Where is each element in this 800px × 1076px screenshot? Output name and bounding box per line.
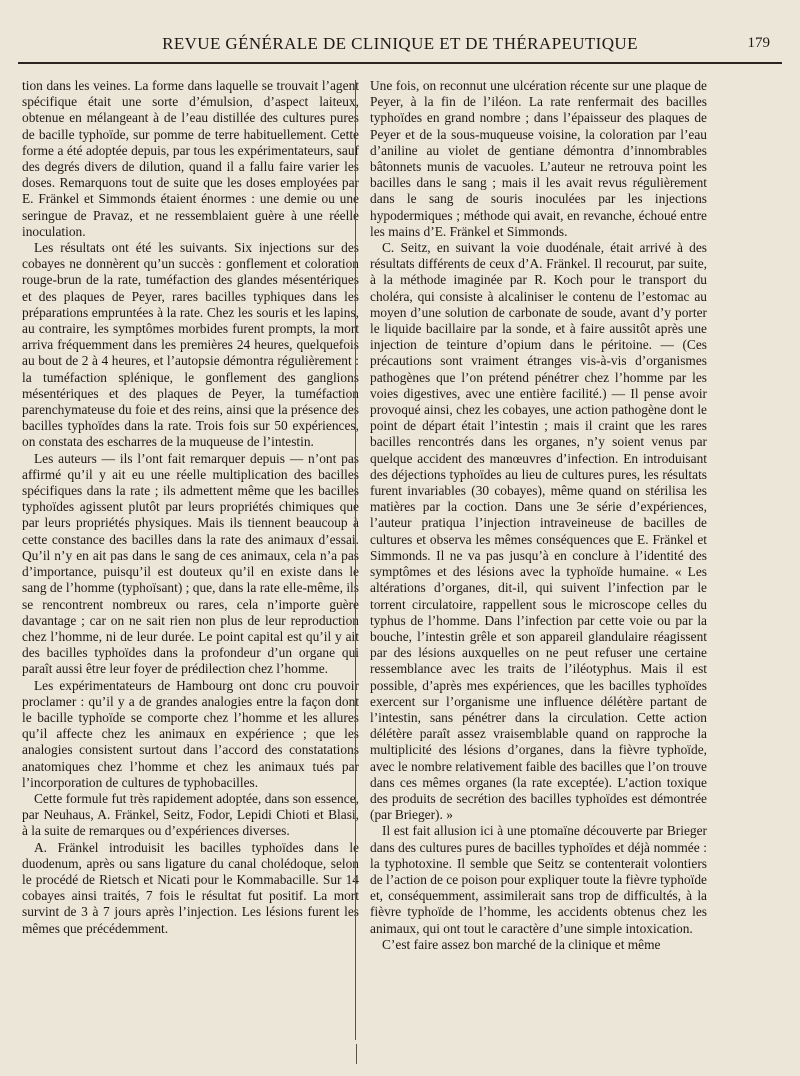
page-header <box>18 30 782 66</box>
page-number: 179 <box>747 35 770 51</box>
bottom-rule-mark <box>356 1044 357 1064</box>
paragraph: Cette formule fut très rapidement adoptée, dans son essence, par Neuhaus, A. Fränkel, Seitz, Fodor, Lepidi Chioti et Blasi, à la suite de remarques ou d’expériences diverses. <box>22 790 359 839</box>
paragraph: Une fois, on reconnut une ulcération récente sur une plaque de Peyer, à la fin de l’iléon. La rate renfermait des bacilles typhoïdes en grand nombre ; dans l’épaisseur des plaques de Peyer et de la sous-muqueuse voisine, la coloration par l’eau d’aniline au violet de gentiane démontra d’innombrables bâtonnets munis de vacuoles. L’auteur ne retrouva point les bacilles dans le sang ; mais il les avait revus régulièrement dans le sang de souris inoculées par les injections hypodermiques ; méthode qui avait, en revanche, échoué entre les mains d’E. Fränkel et Simmonds. <box>370 78 707 239</box>
paragraph: Les expérimentateurs de Hambourg ont donc cru pouvoir proclamer : qu’il y a de grandes analogies entre la façon dont le bacille typhoïde se comporte chez l’homme et les allures qu’il affecte chez les animaux en expérience ; que les analogies consistent surtout dans l’accord des constatations anatomiques chez l’homme et chez les animaux tués par l’incorporation de cultures de typhobacilles. <box>22 677 359 790</box>
paragraph: C. Seitz, en suivant la voie duodénale, était arrivé à des résultats différents de ceux d’A. Fränkel. Il recourut, par suite, à la méthode imaginée par R. Koch pour le transport du choléra, qui consiste à alcaliniser le contenu de l’estomac au moyen d’une solution de carbonate de soude, avant d’y porter le liquide bacillaire par la sonde, et à faire aussitôt après une injection de teinture d’opium dans le péritoine. — (Ces précautions sont vraiment étranges vis-à-vis d’organismes pathogènes que l’on prétend pénétrer chez l’homme par les voies digestives, avec une entière facilité.) — Il pense avoir provoqué ainsi, chez les cobayes, une action pathogène dont le point de départ était l’intestin ; mais il craint que les rares bacilles rencontrés dans les organes, n’y soient venus par quelque accident des manœuvres d’infection. En introduisant des déjections typhoïdes au lieu de cultures pures, les résultats furent invariables (30 cobayes), même quand on stérilisa les matières par la coction. Dans une 3e série d’expériences, l’auteur pratiqua l’injection intraveineuse de bacilles de cultures et observa les mêmes conséquences que E. Fränkel et Simmonds. Il ne va pas jusqu’à en conclure à l’identité des symptômes et des lésions avec la typhoïde humaine. « Les altérations d’organes, dit-il, qui suivent l’infection par le torrent circulatoire, rappellent sous le microscope celles du typhus de l’homme. Dans l’infection par cette voie ou par la bouche, l’intestin grêle et son appareil glandulaire réagissent par des lésions auxquelles on ne peut refuser une certaine ressemblance avec les traits de l’iléotyphus. Mais il est possible, d’après mes expériences, que les bacilles typhoïdes exercent sur l’organisme une influence délétère partant de l’intestin, sans pénétrer dans la circulation. Cette action délétère paraît assez vraisemblable quand on rapproche la multiplicité des lésions d’organes, dans la fièvre typhoïde, avec le nombre relativement faible des bacilles que l’on trouve dans ces mêmes organes (la rate exceptée). L’action toxique des produits de secrétion des bacilles typhoïdes est démontrée (par Brieger). » <box>370 240 707 823</box>
column-divider <box>355 80 356 1040</box>
left-column <box>22 78 359 937</box>
right-column <box>370 78 707 953</box>
paragraph: tion dans les veines. La forme dans laquelle se trouvait l’agent spécifique était une sorte d’émulsion, d’aspect laiteux, obtenue en mélangeant à de l’eau distillée des cultures pures de bacille typhoïde, sur pomme de terre habituellement. Cette forme a été adoptée depuis, par tous les expérimentateurs, sauf des degrés divers de dilution, quand il a fallu faire varier les doses. Remarquons tout de suite que les doses employées par E. Fränkel et Simmonds étaient énormes : une demie ou une seringue de Pravaz, et ne ressemblaient guère à une réelle inoculation. <box>22 78 359 239</box>
paragraph: C’est faire assez bon marché de la clinique et même <box>382 936 661 952</box>
paragraph: A. Fränkel introduisit les bacilles typhoïdes dans le duodenum, après ou sans ligature du canal cholédoque, selon le procédé de Rietsch et Nicati pour le Kommabacille. Sur 14 cobayes ainsi traités, 7 fois le résultat fut positif. La mort survint de 3 à 7 jours après l’injection. Les lésions furent les mêmes que précédemment. <box>22 839 359 936</box>
paragraph: Les résultats ont été les suivants. Six injections sur des cobayes ne donnèrent qu’un succès : gonflement et coloration rouge-brun de la rate, tuméfaction des glandes mésentériques et des plaques de Peyer, rares bacilles typhiques dans les préparations empruntées à la rate. Chez les souris et les lapins, au contraire, les symptômes morbides furent prompts, la mort arriva fréquemment dans les premières 24 heures, quelquefois au bout de 2 à 4 heures, et l’autopsie démontra régulièrement : la tuméfaction splénique, le gonflement des ganglions mésentériques et des plaques de Peyer, la tuméfaction parenchymateuse du foie et des reins, ainsi que la présence des bacilles typhoïdes dans la rate. Trois fois sur 50 expériences, on constata des escharres de la muqueuse de l’intestin. <box>22 240 359 450</box>
paragraph: Il est fait allusion ici à une ptomaïne découverte par Brieger dans des cultures pures de bacilles typhoïdes et déjà nommée : la typhotoxine. Il semble que Seitz se contenterait volontiers de l’action de ce poison pour expliquer toute la fièvre typhoïde et, conséquemment, assimilerait sans trop de difficultés, à la fièvre typhoïde de l’homme, les accidents obtenus chez les animaux, qui ont tout le caractère d’une simple intoxication. <box>370 823 707 936</box>
running-title: REVUE GÉNÉRALE DE CLINIQUE ET DE THÉRAPEUTIQUE <box>162 34 638 53</box>
paragraph: Les auteurs — ils l’ont fait remarquer depuis — n’ont pas affirmé qu’il y ait eu une réelle multiplication des bacilles spécifiques dans la rate ; ils admettent même que les bacilles typhoïdes agissent plutôt par leurs propriétés chimiques que par leurs propriétés physiques. Mais ils tiennent beaucoup à cette constance des bacilles dans la rate des animaux d’essai. Qu’il n’y en ait pas dans le sang de ces animaux, cela n’a pas d’importance, puisqu’il est douteux qu’il en existe dans le sang de l’homme (typhoïsant) ; que, dans la rate elle-même, ils se rencontrent nombreux ou rares, cela n’importe guère davantage ; car on ne sait rien non plus de leur reproduction chez l’homme, ni de leur durée. Le point capital est qu’il y ait des bacilles typhoïdes dans la profondeur d’un organe qui paraît aussi être leur foyer de prédilection chez l’homme. <box>22 450 359 677</box>
header-rule <box>18 62 782 64</box>
